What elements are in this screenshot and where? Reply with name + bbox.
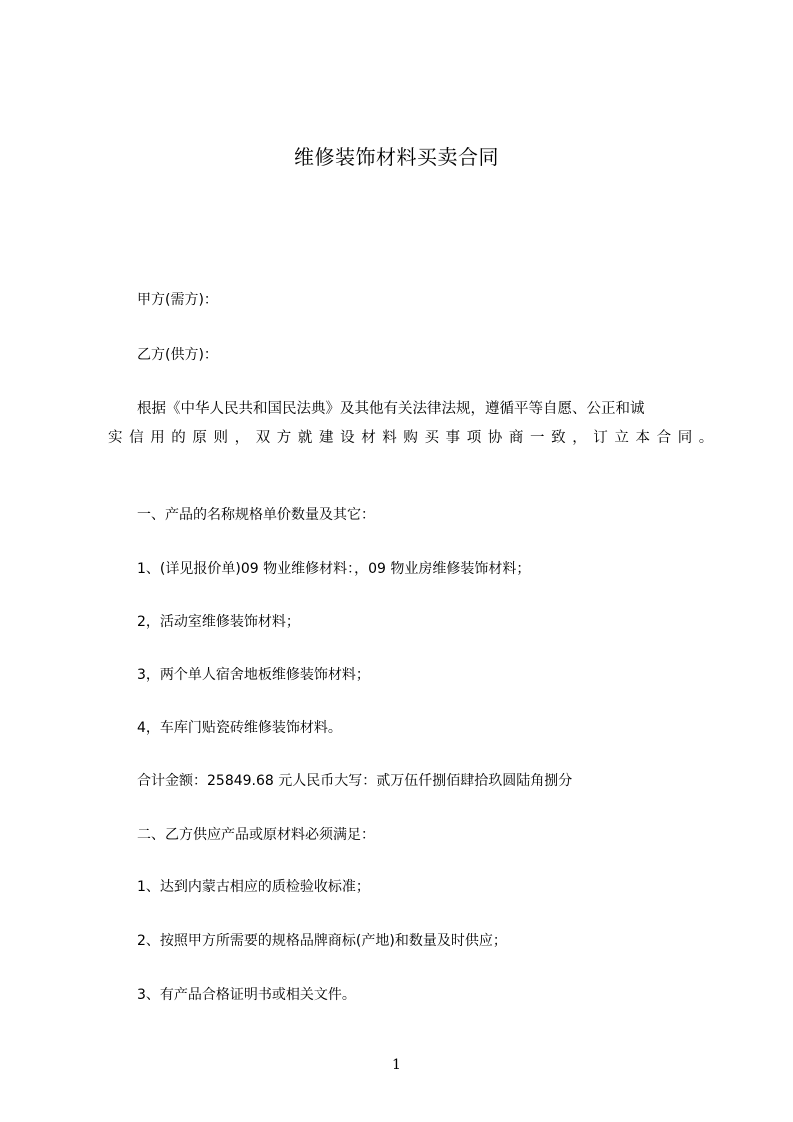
requirement-2: 2、按照甲方所需要的规格品牌商标(产地)和数量及时供应； — [137, 933, 507, 949]
section-1-heading: 一、产品的名称规格单价数量及其它： — [137, 507, 375, 523]
requirement-3: 3、有产品合格证明书或相关文件。 — [137, 987, 356, 1003]
party-b-line: 乙方(供方)： — [137, 347, 218, 363]
preamble-line-1: 根据《中华人民共和国民法典》及其他有关法律法规，遵循平等自愿、公正和诚 — [137, 401, 645, 417]
preamble-line-2: 实信用的原则，双方就建设材料购买事项协商一致，订立本合同。 — [108, 430, 720, 446]
requirement-1: 1、达到内蒙古相应的质检验收标准； — [137, 879, 370, 895]
document-title: 维修装饰材料买卖合同 — [294, 145, 499, 169]
party-a-line: 甲方(需方)： — [137, 292, 218, 308]
product-item-1: 1、(详见报价单)09 物业维修材料：，09 物业房维修装饰材料； — [137, 561, 531, 577]
total-amount: 合计金额：25849.68 元人民币大写：贰万伍仟捌佰肆拾玖圆陆角捌分 — [137, 773, 573, 789]
product-item-2: 2，活动室维修装饰材料； — [137, 614, 300, 630]
section-2-heading: 二、乙方供应产品或原材料必须满足： — [137, 827, 375, 843]
product-item-3: 3，两个单人宿舍地板维修装饰材料； — [137, 667, 370, 683]
page-number: 1 — [392, 1057, 401, 1073]
product-item-4: 4，车库门贴瓷砖维修装饰材料。 — [137, 720, 342, 736]
